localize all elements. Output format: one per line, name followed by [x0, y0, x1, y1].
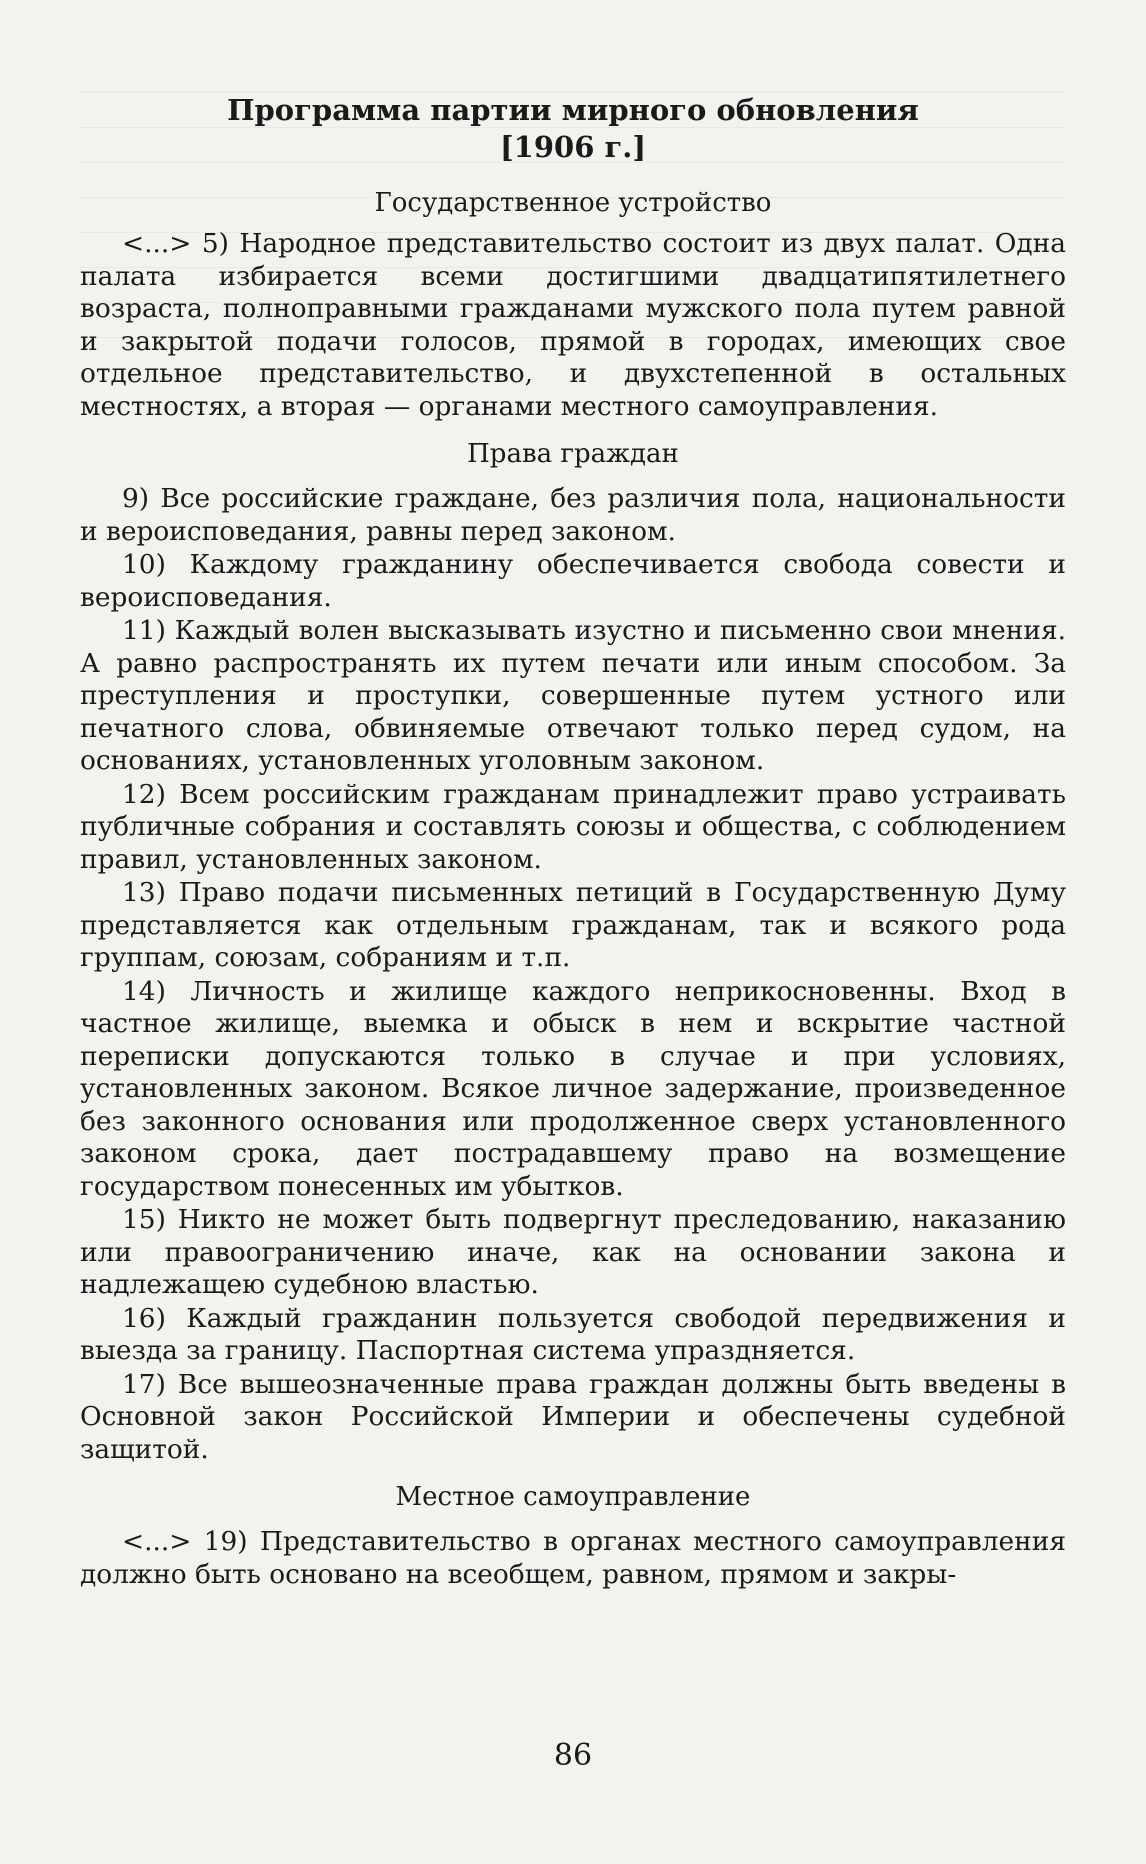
paragraph-item-19: <...> 19) Представительство в органах местного самоуправления должно быть основано на всеобщем, равном, прямом и закры- — [80, 1526, 1066, 1590]
paragraph-item-10: 10) Каждому гражданину обеспечивается свобода совести и вероисповедания. — [80, 549, 1066, 613]
paragraph-item-13: 13) Право подачи письменных петиций в Государственную Думу представляется как отдельным гражданам, так и всякого рода группам, союзам, собраниям и т.п. — [80, 877, 1066, 973]
paragraph-item-14: 14) Личность и жилище каждого неприкосновенны. Вход в частное жилище, выемка и обыск в нем и вскрытие частной переписки допускаются только в случае и при условиях, установленных законом. Всякое личное задержание, произведенное без законного основания или продолженное сверх установленного законом срока, дает пострадавшему право на возмещение государством понесенных им убытков. — [80, 975, 1066, 1202]
page-content — [80, 92, 1066, 1591]
paragraph-item-12: 12) Всем российским гражданам принадлежит право устраивать публичные собрания и составлять союзы и общества, с соблюдением правил, установленных законом. — [80, 778, 1066, 875]
section-heading-local-government: Местное самоуправление — [395, 1482, 751, 1512]
section-heading-citizen-rights: Права граждан — [467, 439, 679, 469]
paragraph-item-9: 9) Все российские граждане, без различия пола, национальности и вероисповедания, равны перед законом. — [80, 483, 1066, 547]
document-title: Программа партии мирного обновления — [227, 93, 919, 127]
paragraph-item-15: 15) Никто не может быть подвергнут преследованию, наказанию или правоограничению иначе, как на основании закона и надлежащею судебною властью. — [80, 1204, 1066, 1300]
page-number: 86 — [553, 1738, 593, 1773]
paragraph-item-17: 17) Все вышеозначенные права граждан должны быть введены в Основной закон Российской Империи и обеспечены судебной защитой. — [80, 1368, 1066, 1465]
paragraph-item-16: 16) Каждый гражданин пользуется свободой передвижения и выезда за границу. Паспортная система упраздняется. — [80, 1302, 1066, 1366]
paragraph-item-5: <...> 5) Народное представительство состоит из двух палат. Одна палата избирается всеми достигшими двадцатипятилетнего возраста, полноправными гражданами мужского пола путем равной и закрытой подачи голосов, прямой в городах, имеющих свое отдельное представительство, и двухстепенной в остальных местностях, а вторая — органами местного самоуправления. — [80, 228, 1066, 422]
document-year: [1906 г.] — [499, 130, 647, 164]
section-heading-state-structure: Государственное устройство — [374, 188, 772, 218]
paragraph-item-11: 11) Каждый волен высказывать изустно и письменно свои мнения. А равно распространять их путем печати или иным способом. За преступления и проступки, совершенные путем устного или печатного слова, обвиняемые отвечают только перед судом, на основаниях, установленных уголовным законом. — [80, 615, 1066, 776]
